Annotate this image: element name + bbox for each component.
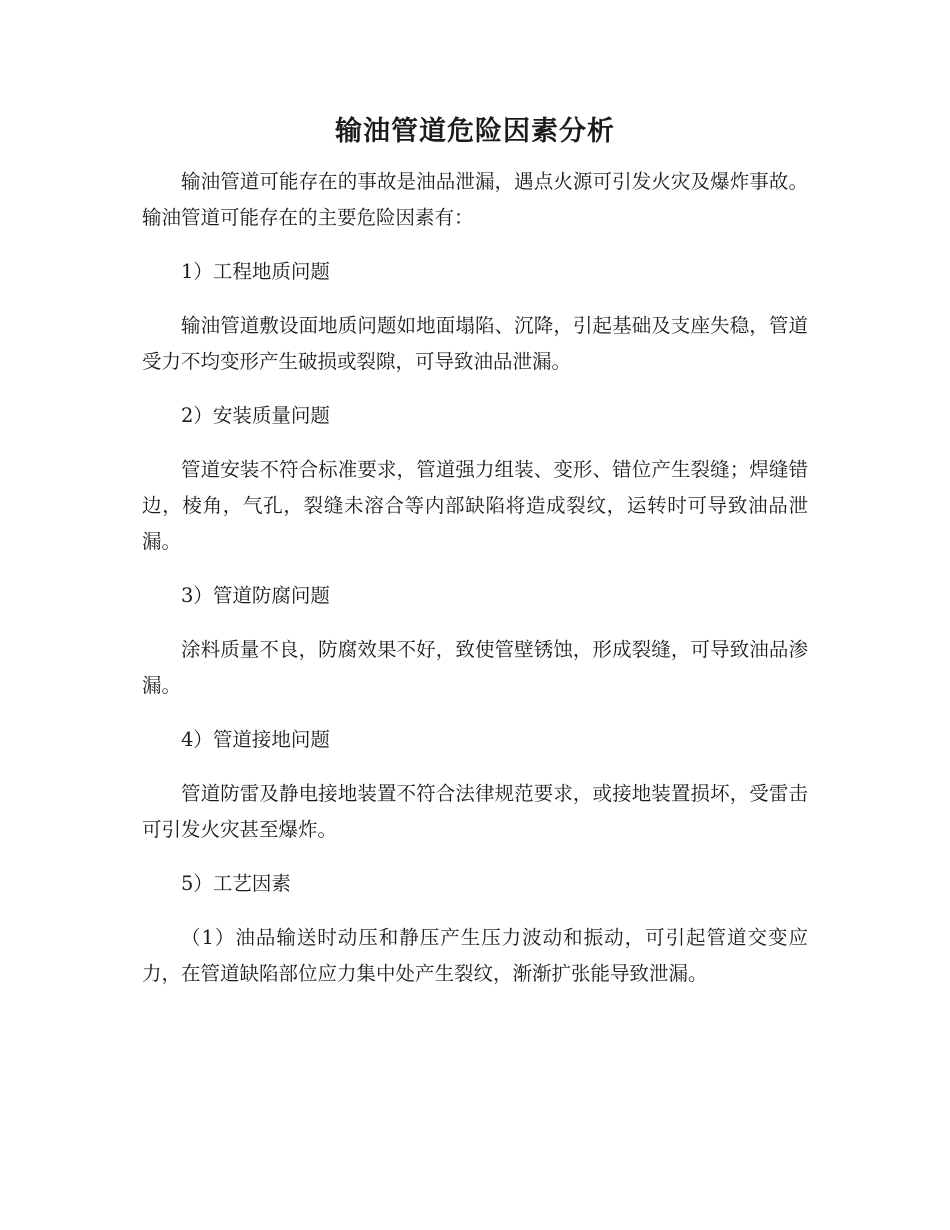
section-heading-geology: 1）工程地质问题: [181, 260, 330, 283]
section-heading-process: 5）工艺因素: [181, 872, 291, 895]
section-heading-anticorrosion: 3）管道防腐问题: [181, 584, 330, 607]
intro-paragraph: 输油管道可能存在的事故是油品泄漏，遇点火源可引发火灾及爆炸事故。输油管道可能存在的主要危险因素有：: [142, 170, 808, 229]
grounding-paragraph: 管道防雷及静电接地装置不符合法律规范要求，或接地装置损坏，受雷击可引发火灾甚至爆炸。: [142, 782, 808, 841]
process-paragraph: （1）油品输送时动压和静压产生压力波动和振动，可引起管道交变应力，在管道缺陷部位应力集中处产生裂纹，渐渐扩张能导致泄漏。: [142, 926, 808, 985]
section-heading-grounding: 4）管道接地问题: [181, 728, 330, 751]
anticorrosion-paragraph: 涂料质量不良，防腐效果不好，致使管壁锈蚀，形成裂缝，可导致油品渗漏。: [142, 638, 808, 697]
geology-paragraph: 输油管道敷设面地质问题如地面塌陷、沉降，引起基础及支座失稳，管道受力不均变形产生破损或裂隙，可导致油品泄漏。: [142, 314, 808, 373]
section-heading-installation: 2）安装质量问题: [181, 404, 330, 427]
document-title: 输油管道危险因素分析: [335, 116, 615, 147]
document-body: [142, 164, 808, 1010]
installation-paragraph: 管道安装不符合标准要求，管道强力组装、变形、错位产生裂缝；焊缝错边，棱角，气孔，裂缝未溶合等内部缺陷将造成裂纹，运转时可导致油品泄漏。: [142, 458, 808, 553]
